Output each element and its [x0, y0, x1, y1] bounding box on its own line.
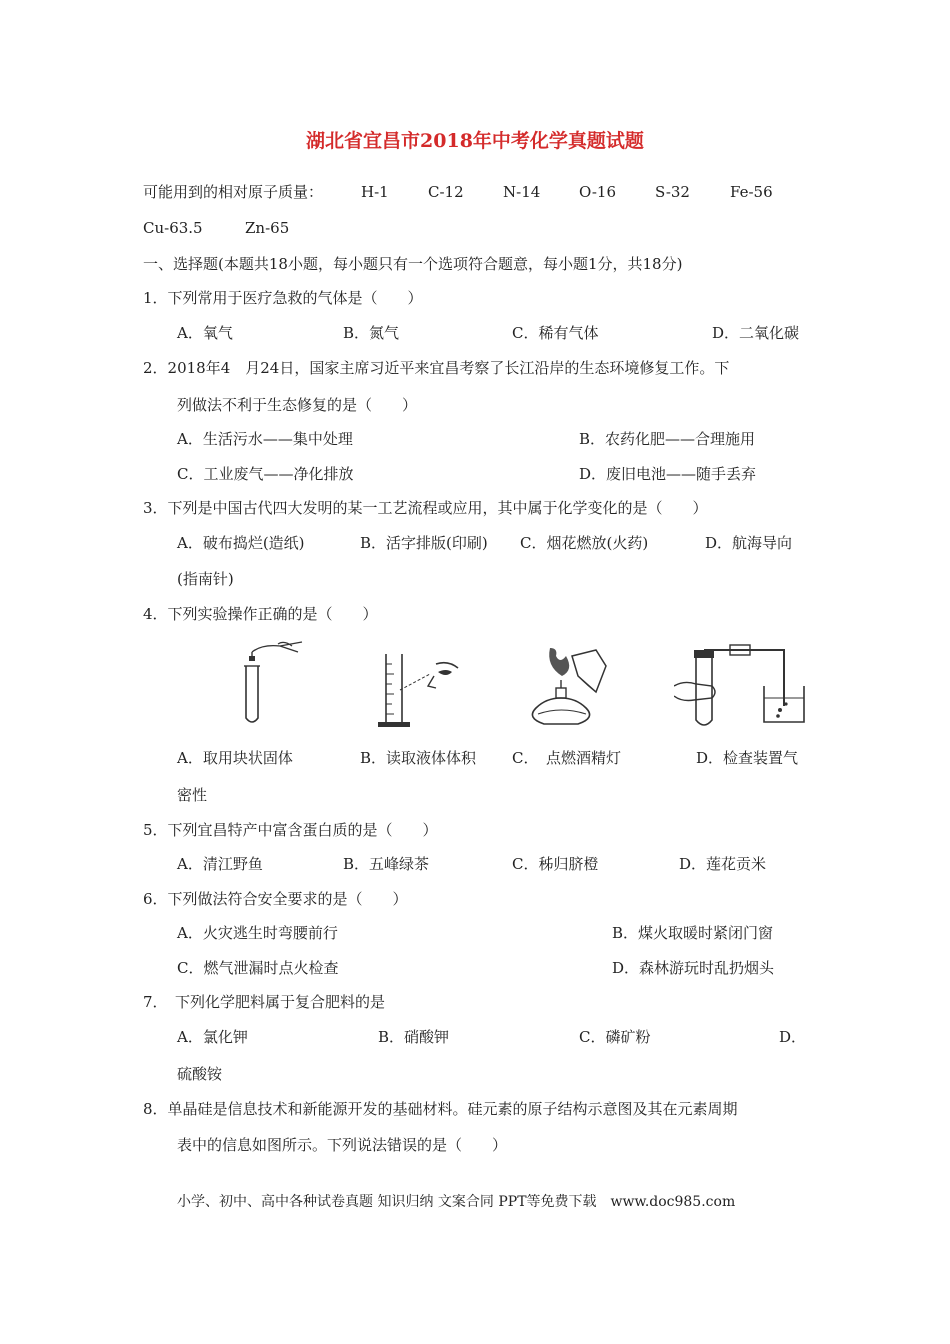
- option-wrap: 硫酸铵: [177, 1065, 223, 1083]
- option: A．生活污水——集中处理: [177, 430, 353, 448]
- atomic-mass-item: H-1: [361, 183, 389, 201]
- atomic-mass-item: C-12: [428, 183, 464, 201]
- option-wrap: 密性: [177, 786, 208, 804]
- option: C．磷矿粉: [579, 1028, 651, 1046]
- section-heading: 一、选择题(本题共18小题，每小题只有一个选项符合题意，每小题1分，共18分): [143, 255, 683, 273]
- alcohol-lamp-figure: [516, 636, 616, 732]
- option: A．破布捣烂(造纸): [177, 534, 305, 552]
- airtightness-check-figure: [674, 636, 808, 732]
- page-title: 湖北省宜昌市2018年中考化学真题试题: [306, 130, 644, 152]
- option: D．莲花贡米: [679, 855, 767, 873]
- option: A．火灾逃生时弯腰前行: [177, 924, 338, 942]
- option: D．废旧电池——随手丢弃: [579, 465, 757, 483]
- option: B．农药化肥——合理施用: [579, 430, 756, 448]
- option: B．煤火取暖时紧闭门窗: [612, 924, 774, 942]
- option: B．五峰绿茶: [343, 855, 430, 873]
- question-stem: 3．下列是中国古代四大发明的某一工艺流程或应用，其中属于化学变化的是（ ）: [143, 499, 708, 517]
- option: C．秭归脐橙: [512, 855, 599, 873]
- option: B．氮气: [343, 324, 400, 342]
- question-stem: 4．下列实验操作正确的是（ ）: [143, 605, 378, 623]
- question-stem: 2．2018年4 月24日，国家主席习近平来宜昌考察了长江沿岸的生态环境修复工作。下: [143, 359, 730, 377]
- option: B．活字排版(印刷): [360, 534, 488, 552]
- question-stem: 8．单晶硅是信息技术和新能源开发的基础材料。硅元素的原子结构示意图及其在元素周期: [143, 1100, 738, 1118]
- option: C．工业废气——净化排放: [177, 465, 354, 483]
- page-footer: 小学、初中、高中各种试卷真题 知识归纳 文案合同 PPT等免费下载 www.doc985.com: [177, 1194, 736, 1210]
- option: D．二氧化碳: [712, 324, 800, 342]
- atomic-mass-item: Cu-63.5: [143, 219, 203, 237]
- question-stem: 7． 下列化学肥料属于复合肥料的是: [143, 993, 386, 1011]
- atomic-mass-item: Fe-56: [730, 183, 773, 201]
- option: D．航海导向: [705, 534, 793, 552]
- option: A．清江野鱼: [177, 855, 263, 873]
- cylinder-reading-figure: [372, 650, 472, 730]
- atomic-mass-item: N-14: [503, 183, 541, 201]
- question-stem-cont: 表中的信息如图所示。下列说法错误的是（ ）: [177, 1136, 508, 1154]
- option: D．: [779, 1028, 807, 1046]
- atomic-mass-item: Zn-65: [245, 219, 290, 237]
- option: B．硝酸钾: [378, 1028, 450, 1046]
- option: A．取用块状固体: [177, 749, 293, 767]
- question-stem-cont: 列做法不利于生态修复的是（ ）: [177, 396, 418, 414]
- option: C． 点燃酒精灯: [512, 749, 621, 767]
- option: D．检查装置气: [696, 749, 799, 767]
- option: C．稀有气体: [512, 324, 599, 342]
- option: A．氯化钾: [177, 1028, 248, 1046]
- question-stem: 5．下列宜昌特产中富含蛋白质的是（ ）: [143, 821, 438, 839]
- atomic-mass-label: 可能用到的相对原子质量：: [143, 183, 324, 201]
- atomic-mass-item: O-16: [579, 183, 617, 201]
- test-tube-solid-figure: [232, 638, 312, 730]
- question-stem: 6．下列做法符合安全要求的是（ ）: [143, 890, 408, 908]
- question-stem: 1．下列常用于医疗急救的气体是（ ）: [143, 289, 423, 307]
- option: A．氧气: [177, 324, 233, 342]
- option: B．读取液体体积: [360, 749, 477, 767]
- option: C．燃气泄漏时点火检查: [177, 959, 339, 977]
- option-wrap: (指南针): [177, 570, 234, 588]
- option: C．烟花燃放(火药): [520, 534, 649, 552]
- option: D．森林游玩时乱扔烟头: [612, 959, 775, 977]
- atomic-mass-item: S-32: [655, 183, 690, 201]
